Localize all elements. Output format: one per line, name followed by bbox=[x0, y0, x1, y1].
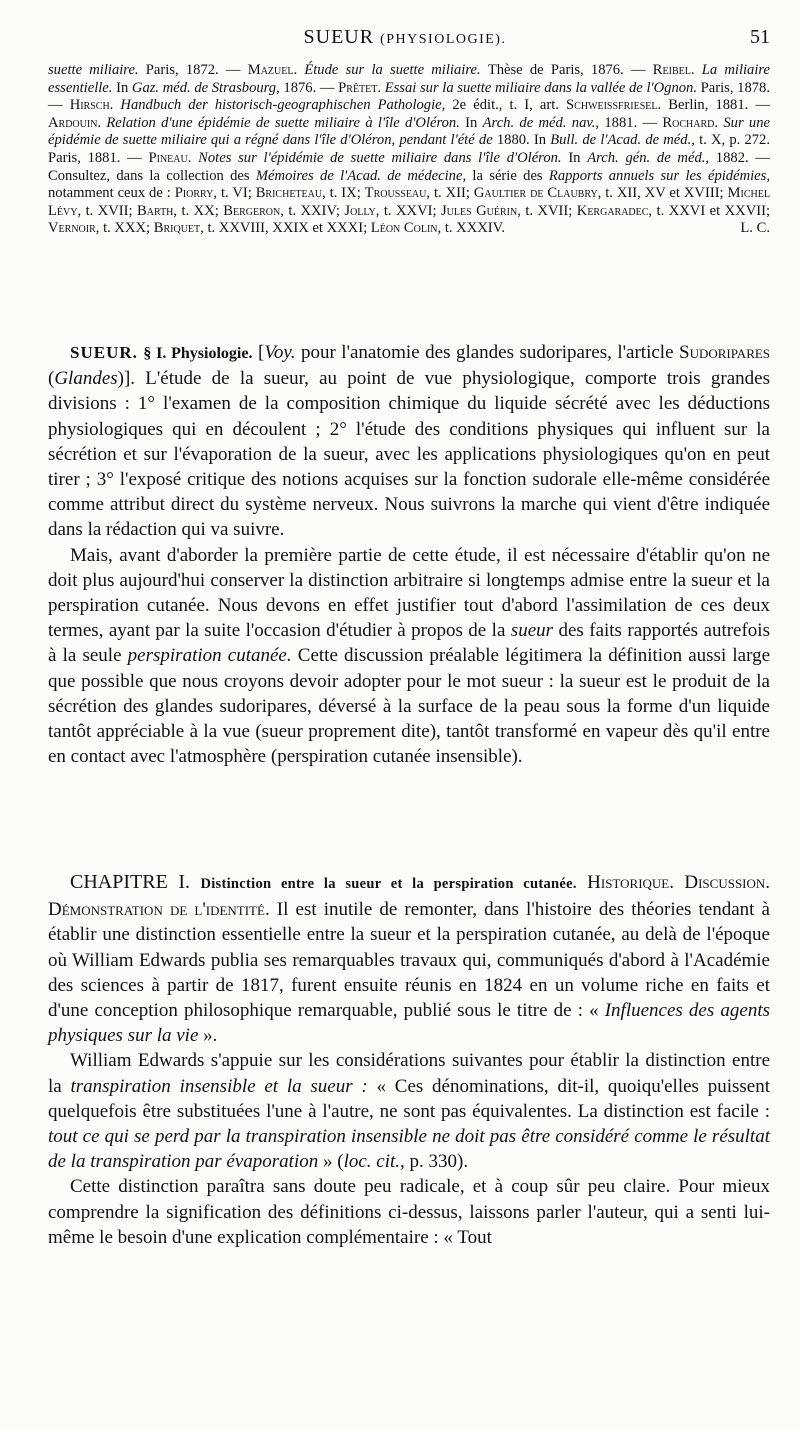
bib-author: Pineau. bbox=[148, 149, 199, 166]
bib-author: Michel Lévy, bbox=[48, 185, 770, 219]
body-text: » ( bbox=[318, 1151, 344, 1173]
body-text: pour l'anatomie des glandes sudoripares, l'article bbox=[295, 342, 680, 363]
bib-text: Rapports annuels sur les épidémies, bbox=[548, 167, 770, 184]
bib-author: Trousseau, bbox=[364, 185, 434, 202]
bib-text: Mémoires de l'Acad. de médecine, bbox=[255, 167, 473, 184]
bib-text: t. XXX; bbox=[103, 220, 154, 237]
section-physiologie bbox=[48, 340, 770, 769]
body-text: ( bbox=[48, 368, 55, 390]
paragraph bbox=[48, 340, 770, 543]
page-number: 51 bbox=[750, 26, 770, 48]
bib-author: Schweissfriesel. bbox=[566, 97, 669, 114]
bib-text: 1880. In bbox=[496, 132, 551, 149]
bib-text: Paris, 1872. — bbox=[145, 62, 248, 78]
bib-text: Thèse de Paris, 1876. — bbox=[487, 62, 653, 78]
bib-text: In bbox=[465, 114, 483, 131]
bib-author: Gaultier de Claubry, bbox=[473, 185, 606, 202]
bib-text: t. XXXIV. bbox=[444, 220, 505, 237]
bib-text: t. XX; bbox=[181, 202, 224, 219]
bib-text: Paris, 1878. — bbox=[48, 79, 770, 114]
body-text: des faits rapportés autrefois à la seule bbox=[48, 620, 770, 667]
bib-text: Notes sur l'épidémie de suette miliaire dans l'île d'Oléron. bbox=[198, 149, 569, 166]
bib-text: t. XVII; bbox=[525, 202, 577, 219]
chapter-subtitle: Démonstration de l'identité. bbox=[48, 899, 270, 921]
bib-author: Bergeron, bbox=[223, 202, 289, 219]
bib-text: 1882. — bbox=[715, 149, 770, 166]
body-text: Glandes bbox=[54, 368, 118, 390]
bib-author: Bricheteau, bbox=[255, 185, 330, 202]
bib-author: Vernoir, bbox=[48, 220, 104, 237]
chapter-title: Distinction entre la sueur et la perspiration cutanée. bbox=[200, 876, 577, 892]
bib-text: La miliaire essentielle. bbox=[48, 62, 771, 96]
bib-text: 1881. — bbox=[604, 114, 663, 131]
bib-author: Mazuel. bbox=[247, 62, 305, 78]
chapter-number: CHAPITRE I. bbox=[70, 871, 191, 893]
bib-text: t. XXVI; bbox=[383, 202, 441, 219]
chapter-1 bbox=[48, 870, 770, 1250]
body-text: perspiration cutanée. bbox=[127, 645, 292, 667]
author-signature: L. C. bbox=[740, 220, 770, 237]
bib-text: 2e édit., t. I, art. bbox=[452, 97, 567, 114]
bib-author: Briquet, bbox=[153, 220, 208, 237]
bib-text: Bull. de l'Acad. de méd., bbox=[550, 132, 700, 149]
body-text: tout ce qui se perd par la transpiration insensible ne doit pas être considéré comme le résultat de la transpiration par évaporation bbox=[48, 1126, 770, 1173]
bib-author: Hirsch. bbox=[69, 97, 121, 114]
body-text: Voy. bbox=[264, 342, 296, 363]
bib-text: In bbox=[568, 149, 588, 166]
bib-text: Étude sur la suette miliaire. bbox=[304, 62, 488, 78]
bib-author: Jules Guérin, bbox=[440, 202, 526, 219]
bib-text: Relation d'une épidémie de suette miliaire à l'île d'Oléron. bbox=[106, 114, 466, 131]
bib-author: Barth, bbox=[137, 202, 182, 219]
bib-text: t. XXVI et XXVII; bbox=[656, 202, 771, 219]
bib-author: Léon Colin, bbox=[370, 220, 445, 237]
body-text: Mais, avant d'aborder la première partie de cette étude, il est nécessaire d'établir qu'on ne doit plus aujourd'hui conserver la distinction arbitraire si longtemps admise entre la sueur et la perspiration cutanée. Nous devons en effet justifier tout d'abord l'assimilation de ces deux termes, ayant par la suite l'occasion d'étudier à propos de la bbox=[48, 544, 770, 642]
bib-text: suette miliaire. bbox=[48, 62, 146, 78]
bib-author: Jolly, bbox=[344, 202, 384, 219]
bib-text: t. X, p. 272. Paris, 1881. — bbox=[48, 132, 770, 166]
chapter-subtitle: Historique. bbox=[587, 872, 674, 893]
bib-author: Kergaradec, bbox=[576, 202, 657, 219]
bib-text: Essai sur la suette miliaire dans la vallée de l'Ognon. bbox=[384, 79, 701, 96]
bib-author: Rochard. bbox=[662, 114, 724, 131]
bib-author: Reibel. bbox=[652, 62, 702, 78]
page-header bbox=[40, 26, 770, 54]
body-text: ». bbox=[198, 1025, 218, 1047]
body-text: William Edwards s'appuie sur les considérations suivantes pour établir la distinction entre la bbox=[48, 1050, 770, 1097]
bib-text: t. XXIV; bbox=[288, 202, 345, 219]
paragraph bbox=[48, 543, 770, 770]
bibliography-paragraph bbox=[48, 62, 770, 238]
bib-text: Arch. gén. de méd., bbox=[587, 149, 716, 166]
body-text: Sudoripares bbox=[679, 342, 771, 363]
bib-text: Sur une épidémie de suette miliaire qui a régné dans l'île d'Oléron, pendant l'été de bbox=[48, 114, 770, 149]
bib-text: t. VI; bbox=[220, 185, 256, 202]
paragraph: Cette distinction paraîtra sans doute peu radicale, et à coup sûr peu claire. Pour mieux comprendre la signification des définitions ci-dessus, laissons parler l'auteur, qui a senti lui-même le besoin d'une explication complémentaire : « Tout bbox=[48, 1176, 770, 1248]
bib-text: t. XII, XV et XVIII; bbox=[605, 185, 728, 202]
bib-author: Ardouin. bbox=[48, 114, 107, 131]
bib-text: t. XII; bbox=[433, 185, 474, 202]
paragraph bbox=[48, 870, 770, 1048]
bib-text: notamment ceux de : bbox=[48, 185, 175, 202]
bib-text: Arch. de méd. nav., bbox=[482, 114, 605, 131]
section-label: § I. Physiologie. bbox=[143, 345, 253, 362]
bib-author: Prêtet. bbox=[338, 79, 385, 96]
body-text: Il est inutile de remonter, dans l'histoire des théories tendant à établir une distinction essentielle entre la sueur et la perspiration cutanée, au delà de l'époque où William Edwards publia ses remarquables travaux qui, communiqués d'abord à l'Académie des sciences à partir de 1817, furent ensuite réunis en 1824 en un volume riche en faits et d'une conception philosophique remarquable, publié sous le titre de : « bbox=[48, 899, 770, 1022]
bib-text: In bbox=[116, 79, 132, 96]
bib-text: Consultez, dans la collection des bbox=[48, 167, 256, 184]
bibliography-block bbox=[48, 62, 770, 238]
body-text: )]. L'étude de la sueur, au point de vue physiologique, comporte trois grandes divisions : 1° l'examen de la composition chimique du liquide sécrété avec les déductions physiologiques qui en découlent ; 2° l'étude des conditions physiques qui influent sur la sécrétion et sur l'évaporation de la sueur, avec les applications physiologiques qu'on en peut tirer ; 3° l'exposé critique des notions acquises sur la fonction sudorale elle-même considérée comme attribut direct du système nerveux. Nous suivrons la marche qui vient d'être indiquée dans la rédaction qui va suivre. bbox=[48, 368, 770, 541]
bib-text: Gaz. méd. de Strasbourg, bbox=[131, 79, 284, 96]
bib-text: t. XVII; bbox=[85, 202, 138, 219]
running-head-title: SUEUR bbox=[303, 26, 375, 48]
body-text: [ bbox=[257, 342, 265, 363]
body-text: Influences des agents physiques sur la vie bbox=[48, 1000, 770, 1047]
running-head-subtitle: (PHYSIOLOGIE). bbox=[380, 32, 507, 47]
chapter-subtitle: Discussion. bbox=[684, 872, 771, 893]
entry-headword: SUEUR. bbox=[70, 343, 138, 362]
body-text: sueur bbox=[510, 620, 554, 642]
bib-text: Handbuch der historisch-geographischen Pathologie, bbox=[120, 97, 453, 114]
bib-text: la série des bbox=[472, 167, 549, 184]
body-text: « Ces dénominations, dit-il, quoiqu'elles puissent quelquefois être substituées l'une à l'autre, ne sont pas équivalentes. La distinction est facile : bbox=[48, 1075, 770, 1122]
body-text: Cette discussion préalable légitimera la définition aussi large que possible que nous croyons devoir adopter pour le mot sueur : la sueur est le produit de la sécrétion des glandes sudoripares, déversé à la surface de la peau sous la forme d'un liquide tantôt appréciable à la vue (sueur proprement dite), tantôt transformé en vapeur dès qu'il entre en contact avec l'atmosphère (perspiration cutanée insensible). bbox=[48, 645, 771, 768]
bib-text: t. IX; bbox=[329, 185, 365, 202]
running-head bbox=[40, 26, 770, 49]
bib-text: 1876. — bbox=[283, 79, 339, 96]
body-text: p. 330). bbox=[404, 1151, 469, 1173]
body-text: transpiration insensible et la sueur : bbox=[70, 1075, 368, 1097]
paragraph bbox=[48, 1048, 770, 1174]
bib-text: Berlin, 1881. — bbox=[668, 97, 770, 114]
bib-text: t. XXVIII, XXIX et XXXI; bbox=[207, 220, 371, 237]
body-text: loc. cit., bbox=[343, 1151, 405, 1173]
bib-author: Piorry, bbox=[174, 185, 221, 202]
